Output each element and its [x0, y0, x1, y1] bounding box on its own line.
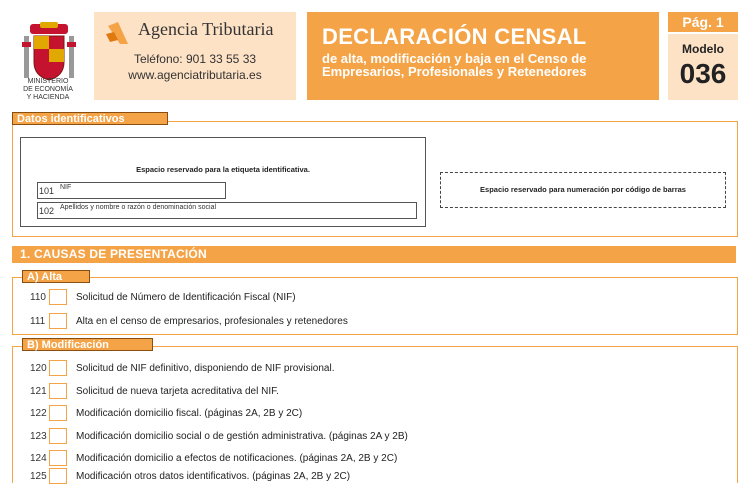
row-124-number: 124	[30, 453, 47, 464]
barcode-text: Espacio reservado para numeración por código de barras	[480, 185, 686, 194]
field-102-label: Apellidos y nombre o razón o denominación social	[60, 204, 217, 211]
agency-name: Agencia Tributaria	[138, 19, 274, 39]
checkbox-125[interactable]	[49, 468, 67, 484]
row-123-number: 123	[30, 431, 47, 442]
row-110-text: Solicitud de Número de Identificación Fiscal (NIF)	[76, 292, 296, 303]
form-subtitle-line-2: Empresarios, Profesionales y Retenedores	[322, 64, 587, 79]
row-123-text: Modificación domicilio social o de gestión administrativa. (páginas 2A y 2B)	[76, 431, 408, 442]
row-120-text: Solicitud de NIF definitivo, disponiendo de NIF provisional.	[76, 363, 335, 374]
checkbox-123[interactable]	[49, 428, 67, 444]
row-120-number: 120	[30, 363, 47, 374]
form-subtitle-line-1: de alta, modificación y baja en el Censo de	[322, 51, 587, 66]
agency-website: www.agenciatributaria.es	[128, 68, 262, 82]
row-111-text: Alta en el censo de empresarios, profesionales y retenedores	[76, 316, 348, 327]
datos-tab: Datos identificativos	[12, 112, 168, 125]
row-122-text: Modificación domicilio fiscal. (páginas 2A, 2B y 2C)	[76, 408, 303, 419]
row-121-number: 121	[30, 386, 47, 397]
row-111-number: 111	[30, 316, 46, 327]
checkbox-124[interactable]	[49, 450, 67, 466]
form-subtitle	[322, 52, 652, 78]
row-122-number: 122	[30, 408, 47, 419]
model-number: 036	[679, 58, 727, 89]
checkbox-121[interactable]	[49, 383, 67, 399]
agency-logo-icon	[104, 20, 132, 48]
field-101-label: NIF	[60, 184, 72, 191]
field-102-number: 102	[39, 206, 55, 216]
row-124-text: Modificación domicilio a efectos de notificaciones. (páginas 2A, 2B y 2C)	[76, 453, 398, 464]
ministry-line-2: DE ECONOMÍA	[23, 86, 73, 93]
label-area-text: Espacio reservado para la etiqueta identificativa.	[136, 165, 310, 174]
checkbox-110[interactable]	[49, 289, 67, 305]
ministry-line-3: Y HACIENDA	[26, 94, 70, 101]
row-125-text: Modificación otros datos identificativos. (páginas 2A, 2B y 2C)	[76, 471, 351, 482]
agency-phone: Teléfono: 901 33 55 33	[133, 52, 257, 66]
row-110-number: 110	[30, 292, 46, 303]
section-1-title: 1. CAUSAS DE PRESENTACIÓN	[12, 246, 736, 263]
page-number: Pág. 1	[668, 12, 738, 32]
row-121-text: Solicitud de nueva tarjeta acreditativa del NIF.	[76, 386, 279, 397]
row-125-number: 125	[30, 471, 47, 482]
modificacion-tab: B) Modificación	[22, 338, 153, 351]
form-title: DECLARACIÓN CENSAL	[322, 24, 587, 49]
ministry-label	[16, 78, 80, 102]
model-label: Modelo	[682, 42, 724, 56]
checkbox-111[interactable]	[49, 313, 67, 329]
checkbox-122[interactable]	[49, 405, 67, 421]
field-101-number: 101	[39, 186, 55, 196]
alta-tab: A) Alta	[22, 270, 90, 283]
ministry-line-1: MINISTERIO	[27, 78, 69, 85]
checkbox-120[interactable]	[49, 360, 67, 376]
